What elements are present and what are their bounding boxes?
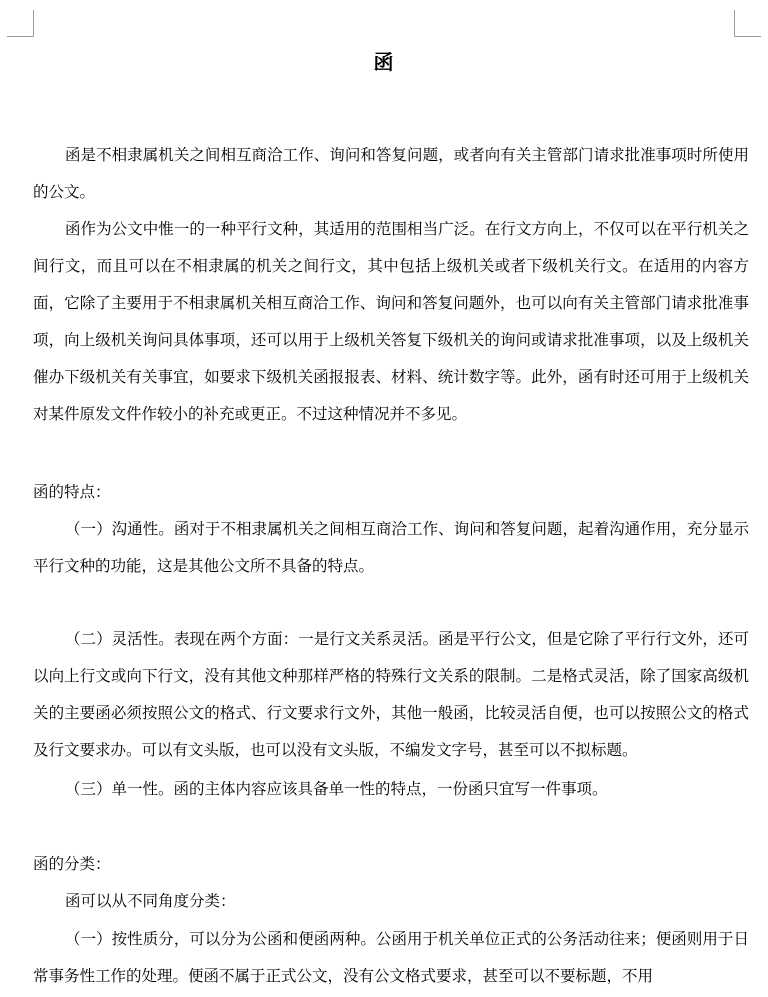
paragraph-feature-flexibility: （二）灵活性。表现在两个方面：一是行文关系灵活。函是平行公文，但是它除了平行行文外，还可以向上行文或向下行文，没有其他文种那样严格的特殊行文关系的限制。二是格式灵活，除了国家高级机关的主要函必须按照公文的格式、行文要求行文外，其他一般函，比较灵活自便，也可以按照公文的格式及行文要求办。可以有文头版，也可以没有文头版，不编发文字号，甚至可以不拟标题。 <box>33 630 749 759</box>
paragraph-definition: 函是不相隶属机关之间相互商洽工作、询问和答复问题，或者向有关主管部门请求批准事项时所使用的公文。 <box>33 146 749 201</box>
section-heading-features: 函的特点： <box>33 483 111 501</box>
section-heading-classification: 函的分类： <box>33 855 111 873</box>
paragraph-classification-intro: 函可以从不同角度分类： <box>65 892 236 910</box>
page-corner-top-left <box>7 10 34 37</box>
paragraph-scope: 函作为公文中惟一的一种平行文种，其适用的范围相当广泛。在行文方向上，不仅可以在平行机关之间行文，而且可以在不相隶属的机关之间行文，其中包括上级机关或者下级机关行文。在适用的内容方面，它除了主要用于不相隶属机关相互商洽工作、询问和答复问题外，也可以向有关主管部门请求批准事项，向上级机关询问具体事项，还可以用于上级机关答复下级机关的询问或请求批准事项，以及上级机关催办下级机关有关事宜，如要求下级机关函报报表、材料、统计数字等。此外，函有时还可用于上级机关对某件原发文件作较小的补充或更正。不过这种情况并不多见。 <box>33 220 749 423</box>
document-title: 函 <box>373 50 395 74</box>
paragraph-classification-by-nature: （一）按性质分，可以分为公函和便函两种。公函用于机关单位正式的公务活动往来；便函则用于日常事务性工作的处理。便函不属于正式公文，没有公文格式要求，甚至可以不要标题，不用 <box>33 930 749 985</box>
paragraph-feature-communication: （一）沟通性。函对于不相隶属机关之间相互商洽工作、询问和答复问题，起着沟通作用，充分显示平行文种的功能，这是其他公文所不具备的特点。 <box>33 520 749 575</box>
paragraph-feature-singularity: （三）单一性。函的主体内容应该具备单一性的特点，一份函只宜写一件事项。 <box>65 780 608 798</box>
page-corner-top-right <box>734 10 761 37</box>
